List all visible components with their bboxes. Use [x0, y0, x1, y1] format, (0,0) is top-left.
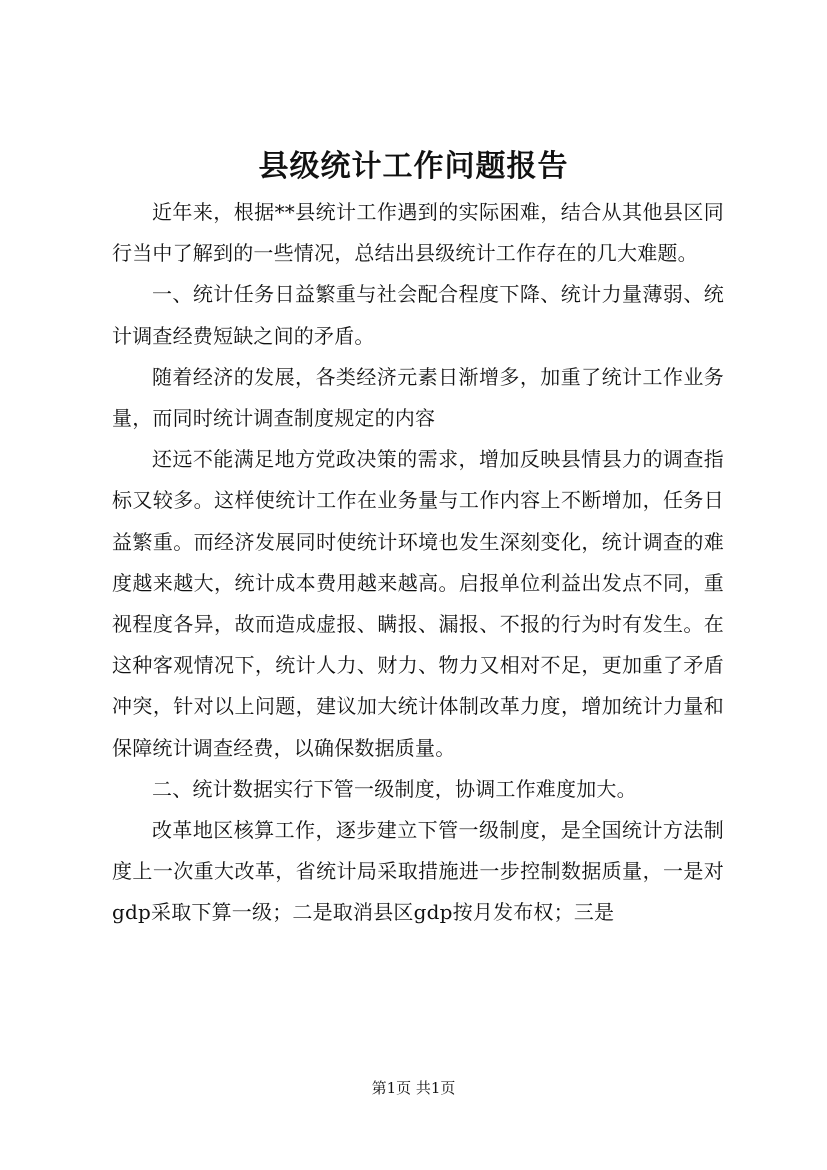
- paragraph-demands: 还远不能满足地方党政决策的需求，增加反映县情县力的调查指标又较多。这样使统计工作在业务量与工作内容上不断增加，任务日益繁重。而经济发展同时使统计环境也发生深刻变化，统计调查的难度越来越大，统计成本费用越来越高。启报单位利益出发点不同，重视程度各异，故而造成虚报、瞒报、漏报、不报的行为时有发生。在这种客观情况下，统计人力、财力、物力又相对不足，更加重了矛盾冲突，针对以上问题，建议加大统计体制改革力度，增加统计力量和保障统计调查经费，以确保数据质量。: [112, 447, 724, 760]
- document-body: [112, 192, 724, 934]
- paragraph-intro: 近年来，根据**县统计工作遇到的实际困难，结合从其他县区同行当中了解到的一些情况，总结出县级统计工作存在的几大难题。: [112, 200, 724, 266]
- paragraph-reform: 改革地区核算工作，逐步建立下管一级制度，是全国统计方法制度上一次重大改革，省统计局采取措施进一步控制数据质量，一是对gdp采取下算一级；二是取消县区gdp按月发布权；三是: [112, 818, 724, 925]
- paragraph-section-two-heading: 二、统计数据实行下管一级制度，协调工作难度加大。: [152, 776, 637, 801]
- paragraph-development: 随着经济的发展，各类经济元素日渐增多，加重了统计工作业务量，而同时统计调查制度规定的内容: [112, 364, 724, 431]
- document-title: 县级统计工作问题报告: [258, 149, 569, 184]
- page-number-footer: 第1页 共1页: [371, 1079, 456, 1097]
- paragraph-section-one-heading: 一、统计任务日益繁重与社会配合程度下降、统计力量薄弱、统计调查经费短缺之间的矛盾。: [112, 282, 724, 348]
